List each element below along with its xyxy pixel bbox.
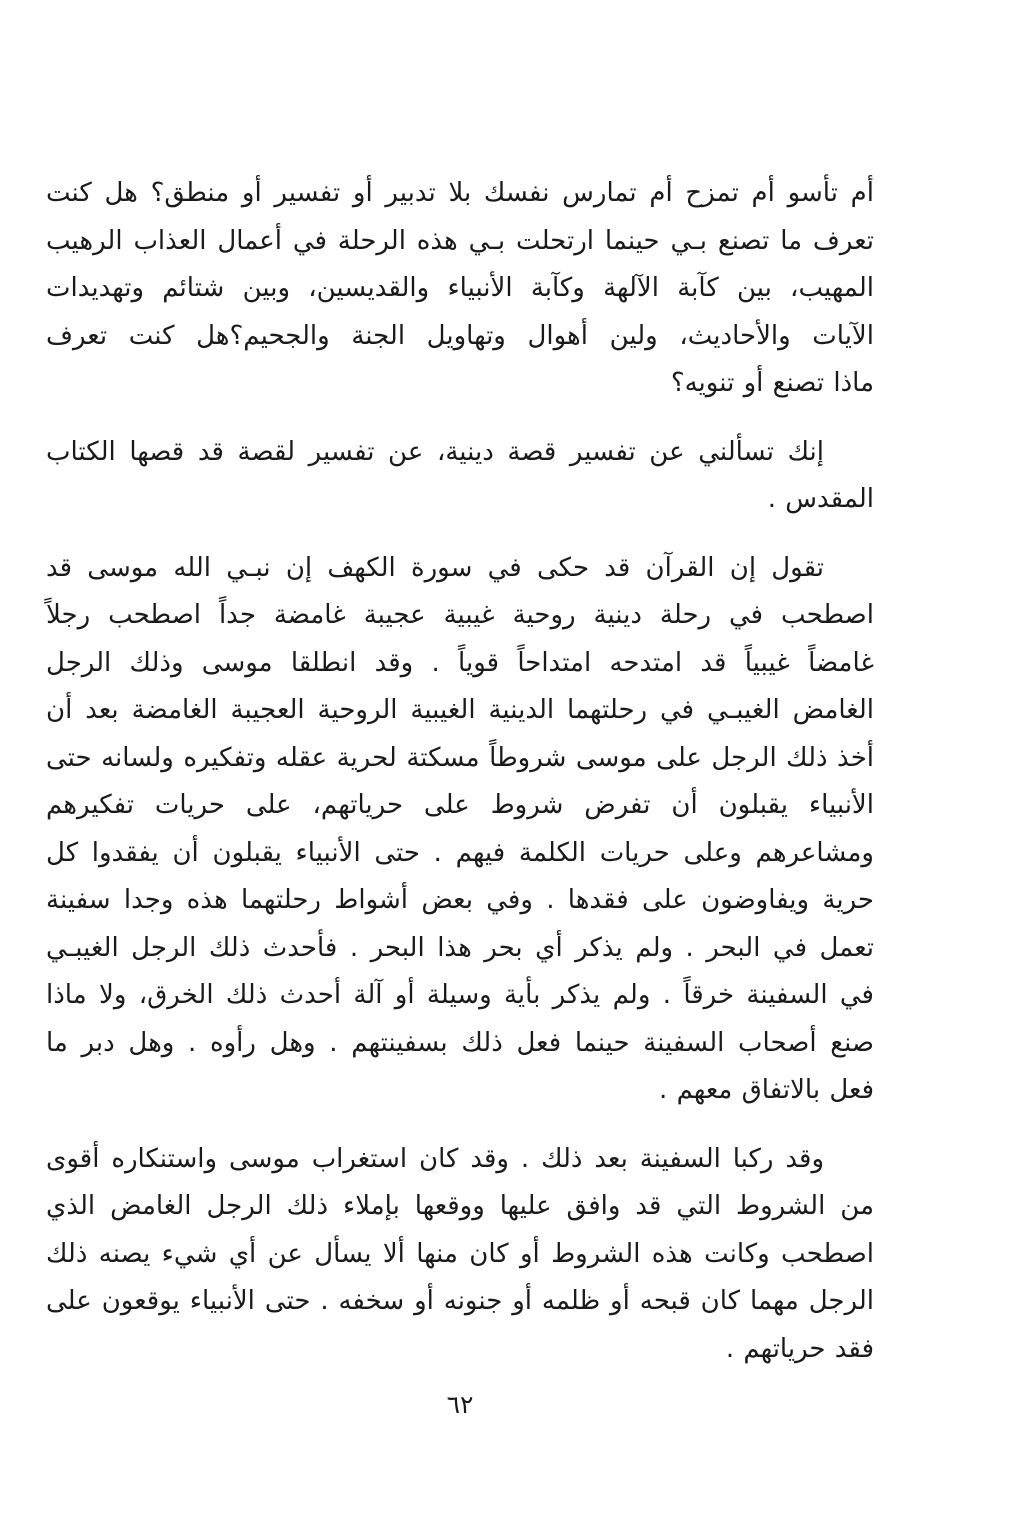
text-line: الرجل مهما كان قبحه أو ظلمه أو جنونه أو سخفه . حتى الأنبياء يوقعون على [46,1286,874,1316]
text-line: تقول إن القرآن قد حكى في سورة الكهف إن نبـي الله موسى قد [46,552,824,583]
text-line: الآيات والأحاديث، ولين أهوال وتهاويل الجنة والجحيم؟هل كنت تعرف [46,320,874,351]
text-line: فعل بالاتفاق معهم . [659,1075,874,1105]
text-line: حرية ويفاوضون على فقدها . وفي بعض أشواط رحلتهما هذه وجدا سفينة [46,885,874,915]
page-number: ٦٢ [446,1390,474,1419]
text-line: في السفينة خرقاً . ولم يذكر بأية وسيلة أو آلة أحدث ذلك الخرق، ولا ماذا [46,980,874,1010]
text-line: المهيب، بين كآبة الآلهة وكآبة الأنبياء والقديسين، وبين شتائم وتهديدات [46,273,874,303]
text-line: اصطحب وكانت هذه الشروط أو كان منها ألا يسأل عن أي شيء يصنه ذلك [46,1238,874,1269]
paragraph-4 [46,1136,874,1374]
text-line: وقد ركبا السفينة بعد ذلك . وقد كان استغراب موسى واستنكاره أقوى [46,1143,824,1174]
text-line: الأنبياء يقبلون أن تفرض شروط على حرياتهم، على حريات تفكيرهم [46,790,874,820]
text-line: ماذا تصنع أو تنويه؟ [670,368,874,398]
page-text-block [46,170,874,1373]
text-line: المقدس . [767,484,874,514]
text-line: إنك تسألني عن تفسير قصة دينية، عن تفسير لقصة قد قصها الكتاب [46,436,824,467]
text-line: من الشروط التي قد وافق عليها ووقعها بإملاء ذلك الرجل الغامض الذي [46,1191,874,1221]
text-line: ومشاعرهم وعلى حريات الكلمة فيهم . حتى الأنبياء يقبلون أن يفقدوا كل [46,837,874,868]
paragraph-2 [46,429,874,524]
text-line: اصطحب في رحلة دينية روحية غيبية عجيبة غامضة جداً اصطحب رجلاً [46,600,874,630]
paragraph-1 [46,170,874,408]
text-line: أم تأسو أم تمزح أم تمارس نفسك بلا تدبير أو تفسير أو منطق؟ هل كنت [46,178,874,208]
text-line: أخذ ذلك الرجل على موسى شروطاً مسكتة لحرية عقله وتفكيره ولسانه حتى [46,742,874,773]
text-line: تعمل في البحر . ولم يذكر أي بحر هذا البحر . فأحدث ذلك الرجل الغيبـي [46,932,874,963]
text-line: تعرف ما تصنع بـي حينما ارتحلت بـي هذه الرحلة في أعمال العذاب الرهيب [46,225,874,256]
text-line: الغامض الغيبـي في رحلتهما الدينية الغيبية الروحية العجيبة الغامضة بعد أن [46,695,874,725]
paragraph-3 [46,545,874,1115]
text-line: غامضاً غيبياً قد امتدحه امتداحاً قوياً . وقد انطلقا موسى وذلك الرجل [46,647,874,678]
page-footer [46,1390,874,1419]
text-line: فقد حرياتهم . [725,1333,874,1364]
text-line: صنع أصحاب السفينة حينما فعل ذلك بسفينتهم . وهل رأوه . وهل دبر ما [46,1027,874,1058]
